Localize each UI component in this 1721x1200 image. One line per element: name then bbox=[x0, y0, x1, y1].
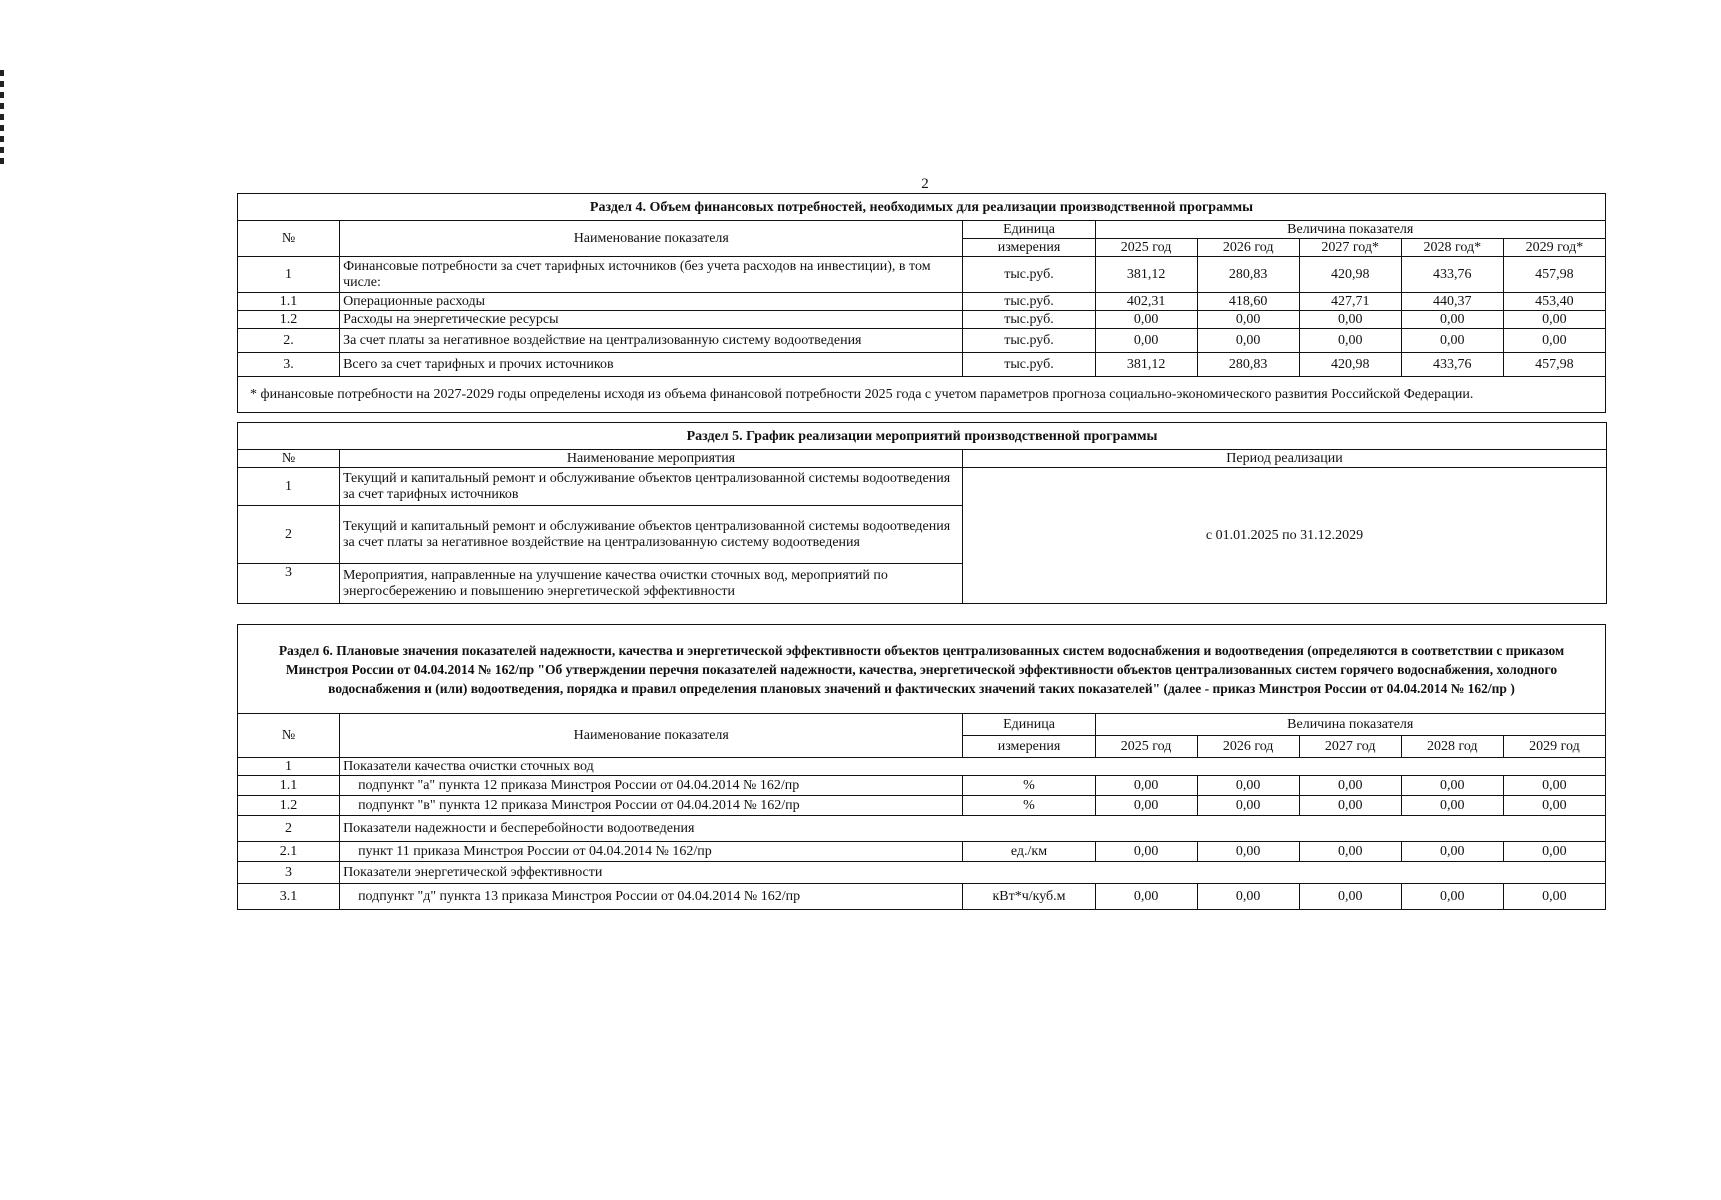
row-value: 0,00 bbox=[1197, 311, 1299, 329]
col-unit-header-1: Единица bbox=[963, 221, 1095, 239]
row-value: 0,00 bbox=[1503, 842, 1605, 862]
section5-title: Раздел 5. График реализации мероприятий производственной программы bbox=[238, 423, 1607, 450]
row-unit: % bbox=[963, 776, 1095, 796]
row-name: подпункт "в" пункта 12 приказа Минстроя России от 04.04.2014 № 162/пр bbox=[340, 796, 963, 816]
row-value: 0,00 bbox=[1401, 884, 1503, 910]
row-name: Всего за счет тарифных и прочих источников bbox=[340, 353, 963, 377]
group-row bbox=[238, 862, 1606, 884]
row-value: 0,00 bbox=[1095, 884, 1197, 910]
section4-footnote: * финансовые потребности на 2027-2029 годы определены исходя из объема финансовой потребности 2025 года с учетом параметров прогноза социально-экономического развития Российской Федерации. bbox=[238, 377, 1606, 413]
row-name: Текущий и капитальный ремонт и обслуживание объектов централизованной системы водоотведения за счет платы за негативное воздействие на централизованную систему водоотведения bbox=[340, 506, 963, 564]
row-unit: тыс.руб. bbox=[963, 293, 1095, 311]
row-name: Показатели энергетической эффективности bbox=[340, 862, 1606, 884]
table-row bbox=[238, 884, 1606, 910]
table-row bbox=[238, 293, 1606, 311]
row-name: Расходы на энергетические ресурсы bbox=[340, 311, 963, 329]
row-value: 381,12 bbox=[1095, 353, 1197, 377]
col-period-header: Период реализации bbox=[963, 450, 1607, 468]
row-value: 0,00 bbox=[1299, 329, 1401, 353]
row-no: 2 bbox=[238, 816, 340, 842]
col-no-header: № bbox=[238, 221, 340, 257]
row-name: пункт 11 приказа Минстроя России от 04.04.2014 № 162/пр bbox=[340, 842, 963, 862]
row-value: 0,00 bbox=[1095, 796, 1197, 816]
row-value: 0,00 bbox=[1299, 311, 1401, 329]
row-unit: тыс.руб. bbox=[963, 257, 1095, 293]
row-no: 1.1 bbox=[238, 293, 340, 311]
row-value: 402,31 bbox=[1095, 293, 1197, 311]
col-unit-header-1: Единица bbox=[963, 714, 1095, 736]
col-no-header: № bbox=[238, 450, 340, 468]
row-no: 3 bbox=[238, 564, 340, 604]
row-value: 0,00 bbox=[1197, 776, 1299, 796]
row-value: 0,00 bbox=[1095, 311, 1197, 329]
table-row bbox=[238, 353, 1606, 377]
row-value: 420,98 bbox=[1299, 257, 1401, 293]
row-unit: тыс.руб. bbox=[963, 353, 1095, 377]
row-value: 0,00 bbox=[1197, 884, 1299, 910]
row-value: 0,00 bbox=[1299, 796, 1401, 816]
row-value: 453,40 bbox=[1503, 293, 1605, 311]
row-name: подпункт "д" пункта 13 приказа Минстроя России от 04.04.2014 № 162/пр bbox=[340, 884, 963, 910]
row-value: 0,00 bbox=[1503, 329, 1605, 353]
year-header: 2029 год* bbox=[1503, 239, 1605, 257]
row-value: 0,00 bbox=[1401, 796, 1503, 816]
row-value: 433,76 bbox=[1401, 353, 1503, 377]
year-header: 2029 год bbox=[1503, 736, 1605, 758]
group-row bbox=[238, 758, 1606, 776]
row-value: 427,71 bbox=[1299, 293, 1401, 311]
row-value: 0,00 bbox=[1197, 796, 1299, 816]
table-row bbox=[238, 257, 1606, 293]
row-no: 2.1 bbox=[238, 842, 340, 862]
col-value-header: Величина показателя bbox=[1095, 221, 1605, 239]
row-value: 420,98 bbox=[1299, 353, 1401, 377]
row-no: 1.1 bbox=[238, 776, 340, 796]
row-value: 0,00 bbox=[1503, 884, 1605, 910]
year-header: 2025 год bbox=[1095, 239, 1197, 257]
row-value: 0,00 bbox=[1197, 329, 1299, 353]
row-unit: ед./км bbox=[963, 842, 1095, 862]
row-no: 2 bbox=[238, 506, 340, 564]
row-value: 440,37 bbox=[1401, 293, 1503, 311]
section5-table bbox=[237, 422, 1607, 604]
row-value: 0,00 bbox=[1095, 776, 1197, 796]
year-header: 2028 год* bbox=[1401, 239, 1503, 257]
table-row bbox=[238, 796, 1606, 816]
row-name: За счет платы за негативное воздействие на централизованную систему водоотведения bbox=[340, 329, 963, 353]
col-name-header: Наименование показателя bbox=[340, 714, 963, 758]
row-name: Финансовые потребности за счет тарифных источников (без учета расходов на инвестиции), в том числе: bbox=[340, 257, 963, 293]
row-value: 457,98 bbox=[1503, 257, 1605, 293]
table-row bbox=[238, 329, 1606, 353]
row-name: Показатели качества очистки сточных вод bbox=[340, 758, 1606, 776]
year-header: 2025 год bbox=[1095, 736, 1197, 758]
row-unit: тыс.руб. bbox=[963, 329, 1095, 353]
page-number: 2 bbox=[921, 176, 929, 192]
row-value: 0,00 bbox=[1095, 329, 1197, 353]
row-unit: % bbox=[963, 796, 1095, 816]
section6-title: Раздел 6. Плановые значения показателей надежности, качества и энергетической эффективности объектов централизованных систем водоснабжения и водоотведения (определяются в соответствии с приказом Минстроя России от 04.04.2014 № 162/пр "Об утверждении перечня показателей надежности, качества, энергетической эффективности объектов централизованных систем горячего водоснабжения, холодного водоснабжения и (или) водоотведения, порядка и правил определения плановых значений и фактических значений таких показателей" (далее - приказ Минстроя России от 04.04.2014 № 162/пр ) bbox=[238, 625, 1606, 714]
year-header: 2027 год* bbox=[1299, 239, 1401, 257]
col-unit-header-2: измерения bbox=[963, 239, 1095, 257]
row-value: 0,00 bbox=[1503, 311, 1605, 329]
row-unit: тыс.руб. bbox=[963, 311, 1095, 329]
col-name-header: Наименование мероприятия bbox=[340, 450, 963, 468]
row-no: 1 bbox=[238, 758, 340, 776]
table-row bbox=[238, 842, 1606, 862]
row-value: 433,76 bbox=[1401, 257, 1503, 293]
row-value: 0,00 bbox=[1503, 796, 1605, 816]
col-value-header: Величина показателя bbox=[1095, 714, 1605, 736]
row-name: подпункт "а" пункта 12 приказа Минстроя России от 04.04.2014 № 162/пр bbox=[340, 776, 963, 796]
col-no-header: № bbox=[238, 714, 340, 758]
row-value: 0,00 bbox=[1299, 884, 1401, 910]
row-no: 3. bbox=[238, 353, 340, 377]
row-no: 2. bbox=[238, 329, 340, 353]
year-header: 2028 год bbox=[1401, 736, 1503, 758]
year-header: 2026 год bbox=[1197, 736, 1299, 758]
row-value: 0,00 bbox=[1299, 842, 1401, 862]
implementation-period: с 01.01.2025 по 31.12.2029 bbox=[963, 468, 1607, 604]
col-unit-header-2: измерения bbox=[963, 736, 1095, 758]
year-header: 2027 год bbox=[1299, 736, 1401, 758]
row-value: 0,00 bbox=[1095, 842, 1197, 862]
row-value: 0,00 bbox=[1503, 776, 1605, 796]
row-no: 1.2 bbox=[238, 311, 340, 329]
row-value: 0,00 bbox=[1299, 776, 1401, 796]
row-value: 381,12 bbox=[1095, 257, 1197, 293]
row-no: 3 bbox=[238, 862, 340, 884]
section6-table bbox=[237, 624, 1606, 910]
row-name: Текущий и капитальный ремонт и обслуживание объектов централизованной системы водоотведения за счет тарифных источников bbox=[340, 468, 963, 506]
row-value: 280,83 bbox=[1197, 353, 1299, 377]
row-name: Операционные расходы bbox=[340, 293, 963, 311]
row-value: 0,00 bbox=[1401, 329, 1503, 353]
row-no: 1.2 bbox=[238, 796, 340, 816]
section4-title: Раздел 4. Объем финансовых потребностей, необходимых для реализации производственной программы bbox=[238, 194, 1606, 221]
row-no: 1 bbox=[238, 257, 340, 293]
row-name: Показатели надежности и бесперебойности водоотведения bbox=[340, 816, 1606, 842]
table-row bbox=[238, 468, 1607, 506]
row-value: 457,98 bbox=[1503, 353, 1605, 377]
section4-table bbox=[237, 193, 1606, 413]
row-value: 0,00 bbox=[1197, 842, 1299, 862]
row-value: 280,83 bbox=[1197, 257, 1299, 293]
table-row bbox=[238, 776, 1606, 796]
table-row bbox=[238, 311, 1606, 329]
row-no: 3.1 bbox=[238, 884, 340, 910]
row-no: 1 bbox=[238, 468, 340, 506]
year-header: 2026 год bbox=[1197, 239, 1299, 257]
row-value: 0,00 bbox=[1401, 311, 1503, 329]
group-row bbox=[238, 816, 1606, 842]
scan-edge-mark bbox=[0, 70, 4, 165]
row-value: 0,00 bbox=[1401, 776, 1503, 796]
row-value: 0,00 bbox=[1401, 842, 1503, 862]
row-name: Мероприятия, направленные на улучшение качества очистки сточных вод, мероприятий по энергосбережению и повышению энергетической эффективности bbox=[340, 564, 963, 604]
row-unit: кВт*ч/куб.м bbox=[963, 884, 1095, 910]
row-value: 418,60 bbox=[1197, 293, 1299, 311]
col-name-header: Наименование показателя bbox=[340, 221, 963, 257]
